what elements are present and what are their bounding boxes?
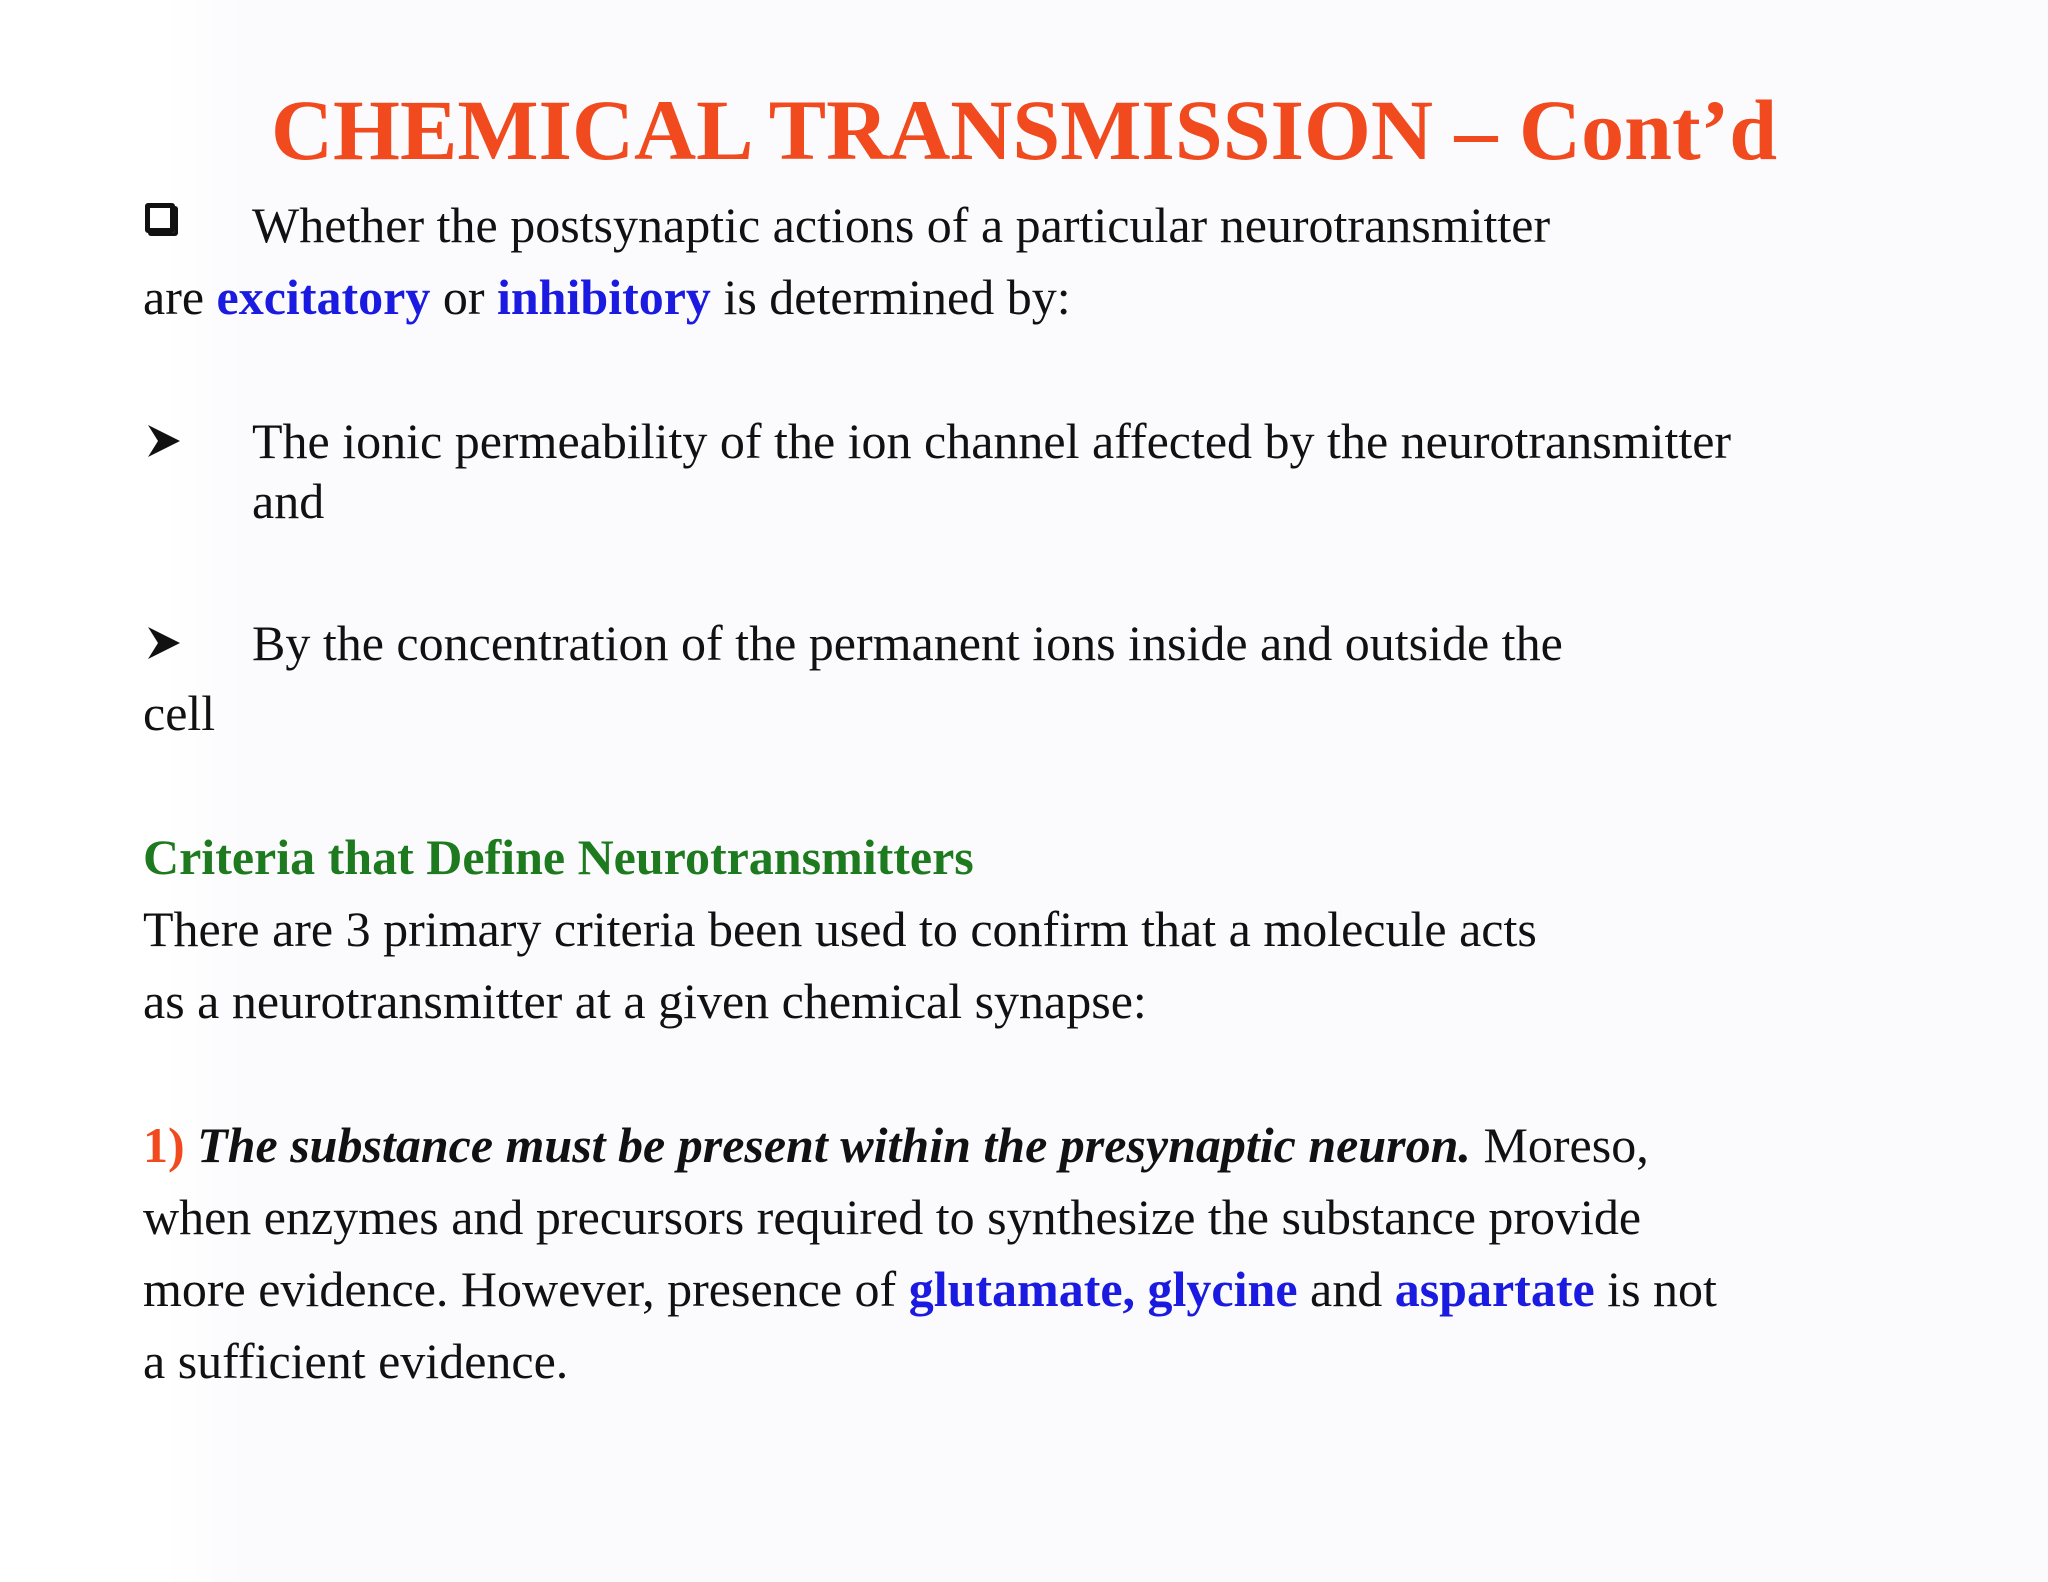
intro-text: or	[430, 269, 497, 325]
keyword-aspartate: aspartate	[1394, 1261, 1595, 1317]
point-1-line-2: when enzymes and precursors required to synthesize the substance provide	[143, 1189, 1642, 1245]
intro-text: is determined by:	[710, 269, 1071, 325]
point-text: Moreso,	[1470, 1117, 1649, 1173]
checkbox-icon	[145, 203, 175, 233]
bullet-2-line-2: cell	[143, 685, 216, 741]
arrow-bullet-icon	[145, 624, 183, 662]
point-1-line-3	[143, 1260, 1717, 1318]
criteria-heading: Criteria that Define Neurotransmitters	[143, 829, 974, 885]
criteria-line-1: There are 3 primary criteria been used to confirm that a molecule acts	[143, 901, 1537, 957]
point-1-line-4: a sufficient evidence.	[143, 1333, 569, 1389]
point-text: is not	[1594, 1261, 1717, 1317]
keyword-glutamate-glycine: glutamate, glycine	[908, 1261, 1298, 1317]
point-emphasis: The substance must be present within the presynaptic neuron.	[197, 1117, 1471, 1173]
keyword-excitatory: excitatory	[216, 269, 431, 325]
point-text: more evidence. However, presence of	[143, 1261, 909, 1317]
point-text: and	[1297, 1261, 1395, 1317]
intro-line-2	[143, 268, 1071, 326]
slide-title: CHEMICAL TRANSMISSION – Cont’d	[270, 82, 1778, 178]
point-number: 1)	[143, 1117, 185, 1173]
intro-text: are	[143, 269, 217, 325]
arrow-bullet-icon	[145, 422, 183, 460]
criteria-line-2: as a neurotransmitter at a given chemical synapse:	[143, 973, 1147, 1029]
bullet-1-line-1: The ionic permeability of the ion channel affected by the neurotransmitter	[252, 413, 1732, 469]
keyword-inhibitory: inhibitory	[496, 269, 711, 325]
bullet-2-line-1: By the concentration of the permanent ions inside and outside the	[252, 615, 1563, 671]
intro-line-1: Whether the postsynaptic actions of a particular neurotransmitter	[252, 197, 1551, 253]
point-1-line-1	[143, 1116, 1649, 1174]
bullet-1-line-2: and	[252, 473, 325, 529]
